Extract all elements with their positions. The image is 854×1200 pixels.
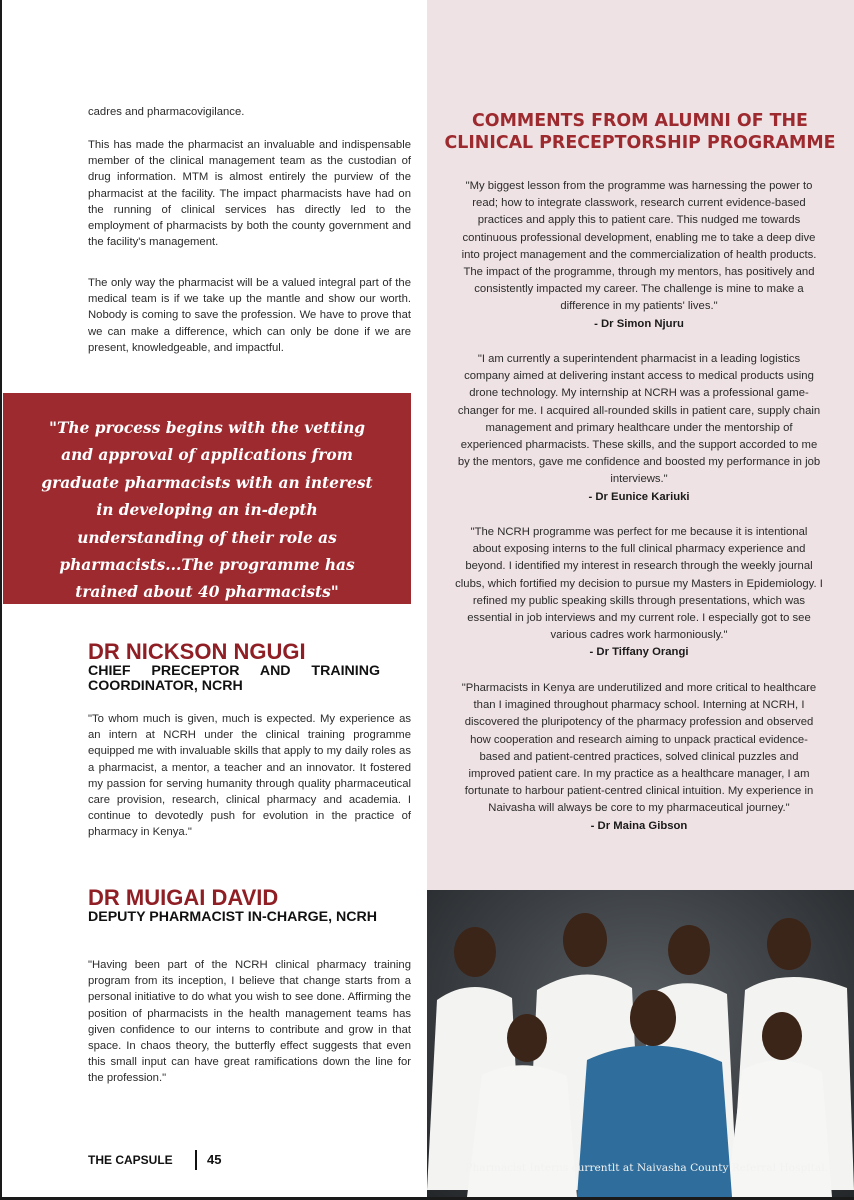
page-number: 45 xyxy=(207,1152,222,1167)
group-photo-illustration xyxy=(427,890,854,1197)
page-frame-left xyxy=(0,0,2,1200)
footer-brand: THE CAPSULE xyxy=(88,1153,173,1167)
profile-statement-muigai-david: "Having been part of the NCRH clinical pharmacy training program from its inception, I believe that change starts from a personal initiative to do what you wish to see done. Affirming the position of pharmacists in the health management teams has given confidence to our interns to contribute and grow in that space. In chaos theory, the butterfly effect suggests that even this small input can have great ramifications down the line for the profession." xyxy=(88,959,411,1085)
body-paragraph-1: cadres and pharmacovigilance. xyxy=(88,106,245,118)
testimonial-author: - Dr Tiffany Orangi xyxy=(589,646,689,659)
body-paragraph-3: The only way the pharmacist will be a valued integral part of the medical team is if we take up the mantle and show our worth. Nobody is coming to save the profession. We have to prove that we can make a difference, which can only be done if we are present, knowledgeable, and impactful. xyxy=(88,277,411,354)
alumni-comments-heading: COMMENTS FROM ALUMNI OF THE CLINICAL PRECEPTORSHIP PROGRAMME xyxy=(444,111,836,153)
pull-quote-box xyxy=(3,393,411,604)
testimonial-eunice-kariuki xyxy=(455,351,823,506)
profile-statement-nickson-ngugi: "To whom much is given, much is expected. My experience as an intern at NCRH under the clinical training programme equipped me with invaluable skills that apply to my daily roles as a pharmacist, a mentor, a teacher and an innovator. It fostered my passion for serving humanity through quality pharmaceutical care provision, research, clinical pharmacy and academia. I continue to devotedly push for evolution in the practice of pharmacy in Kenya." xyxy=(88,713,411,839)
testimonial-author: - Dr Maina Gibson xyxy=(590,819,688,832)
testimonial-text: "I am currently a superintendent pharmacist in a leading logistics company aimed at delivering instant access to medical products using drone technology. My internship at NCRH was a professional game-changer for me. I acquired all-rounded skills in patient care, supply chain management and primary healthcare under the mentorship of experienced pharmacists. These skills, and the support accorded to me by the mentors, gave me confidence and boosted my performance in job interviews." xyxy=(457,353,821,486)
photo-caption: Pharmacist Interns currentlt at Naivasha County Referral Hospital. xyxy=(465,1162,828,1174)
group-photo-pharmacist-interns xyxy=(427,890,854,1197)
testimonial-text: "Pharmacists in Kenya are underutilized and more critical to healthcare than I imagined throughout pharmacy school. Interning at NCRH, I discovered the pluripotency of the pharmacy profession and observed how cooperation and research aiming to unpack practical evidence-based and patient-centred practices, solved clinical puzzles and improved patient care. In my practice as a healthcare manager, I am fortunate to harbour patient-centred clinical intuition. My experience in Naivasha will always be core to my pharmaceutical journey." xyxy=(461,682,817,815)
testimonial-tiffany-orangi xyxy=(455,524,823,662)
profile-role-muigai-david: DEPUTY PHARMACIST IN-CHARGE, NCRH xyxy=(88,909,378,925)
testimonial-author: - Dr Eunice Kariuki xyxy=(588,490,690,503)
testimonial-text: "The NCRH programme was perfect for me because it is intentional about exposing interns to the full clinical pharmacy experience and beyond. I identified my interest in research through the weekly journal clubs, which fortified my decision to pursue my Masters in Epidemiology. I refined my public speaking skills through presentations, which was essential in job interviews and my current role. I especially got to see various cadres work harmoniously." xyxy=(455,526,823,642)
profile-role-nickson-ngugi: CHIEF PRECEPTOR AND TRAINING COORDINATOR, NCRH xyxy=(88,663,380,694)
testimonial-author: - Dr Simon Njuru xyxy=(594,317,684,330)
profile-name-muigai-david: DR MUIGAI DAVID xyxy=(88,885,279,910)
pull-quote-text: "The process begins with the vetting and approval of applications from graduate pharmacists with an interest in developing an in-depth understanding of their role as pharmacists...The programme has trained about 40 pharmacists" xyxy=(41,419,373,602)
profile-name-nickson-ngugi: DR NICKSON NGUGI xyxy=(88,639,306,664)
body-paragraph-2: This has made the pharmacist an invaluable and indispensable member of the clinical management team as the custodian of drug information. MTM is almost entirely the purview of the pharmacist at the facility. The impact pharmacists have had on the running of clinical services has directly led to the employment of pharmacists by both the county government and the facility's management. xyxy=(88,139,411,249)
testimonial-text: "My biggest lesson from the programme was harnessing the power to read; how to integrate classwork, research current evidence-based practices and apply this to patient care. This nudged me towards continuous professional development, enabling me to take a deep dive into project management and the commercialization of health products. The impact of the programme, through my mentors, has positively and consistently impacted my career. The challenge is mine to make a difference in my patients' lives." xyxy=(461,180,817,313)
testimonial-maina-gibson xyxy=(455,680,823,835)
testimonial-simon-njuru xyxy=(455,178,823,333)
